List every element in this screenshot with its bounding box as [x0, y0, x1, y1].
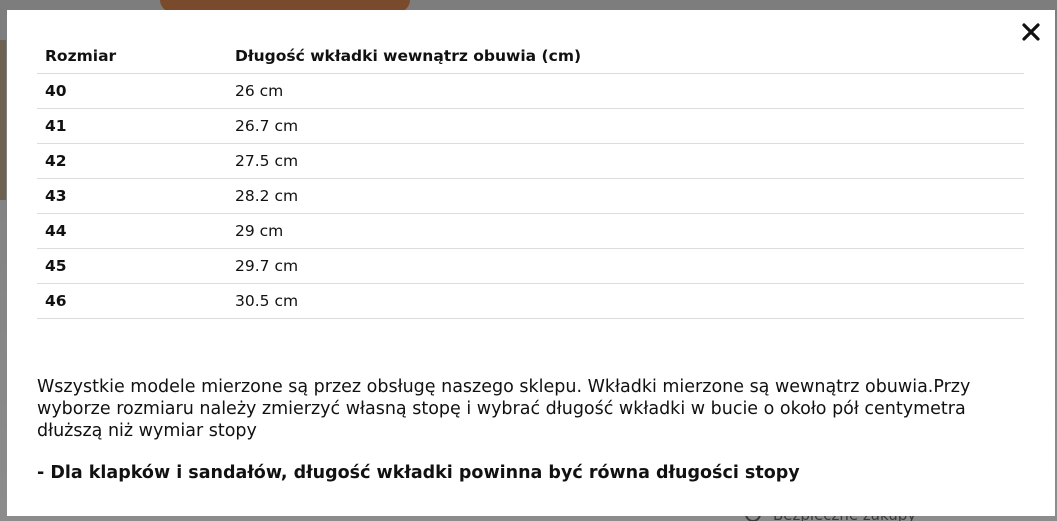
length-cell: 29 cm [227, 214, 1024, 249]
table-row [37, 74, 1024, 109]
size-cell: 46 [37, 284, 227, 319]
size-chart-modal [7, 10, 1055, 516]
table-row [37, 179, 1024, 214]
measurement-note: Wszystkie modele mierzone są przez obsługę naszego sklepu. Wkładki mierzone są wewnątrz obuwia.Przy wyborze rozmiaru należy zmierzyć własną stopę i wybrać długość wkładki w bucie o około pół centymetra dłuższą niż wymiar stopy [37, 376, 971, 441]
size-cell: 43 [37, 179, 227, 214]
length-cell: 30.5 cm [227, 284, 1024, 319]
sandals-note: - Dla klapków i sandałów, długość wkładki powinna być równa długości stopy [37, 462, 800, 483]
size-cell: 40 [37, 74, 227, 109]
length-cell: 27.5 cm [227, 144, 1024, 179]
background-image-edge [0, 40, 6, 200]
size-cell: 41 [37, 109, 227, 144]
size-cell: 42 [37, 144, 227, 179]
length-cell: 28.2 cm [227, 179, 1024, 214]
length-cell: 26 cm [227, 74, 1024, 109]
size-cell: 45 [37, 249, 227, 284]
table-row [37, 249, 1024, 284]
header-size: Rozmiar [37, 39, 227, 74]
table-row [37, 214, 1024, 249]
table-row [37, 109, 1024, 144]
header-insole-length: Długość wkładki wewnątrz obuwia (cm) [227, 39, 1024, 74]
table-header-row [37, 39, 1024, 74]
size-cell: 44 [37, 214, 227, 249]
table-row [37, 284, 1024, 319]
table-row [37, 144, 1024, 179]
length-cell: 29.7 cm [227, 249, 1024, 284]
size-table [37, 39, 1024, 319]
length-cell: 26.7 cm [227, 109, 1024, 144]
